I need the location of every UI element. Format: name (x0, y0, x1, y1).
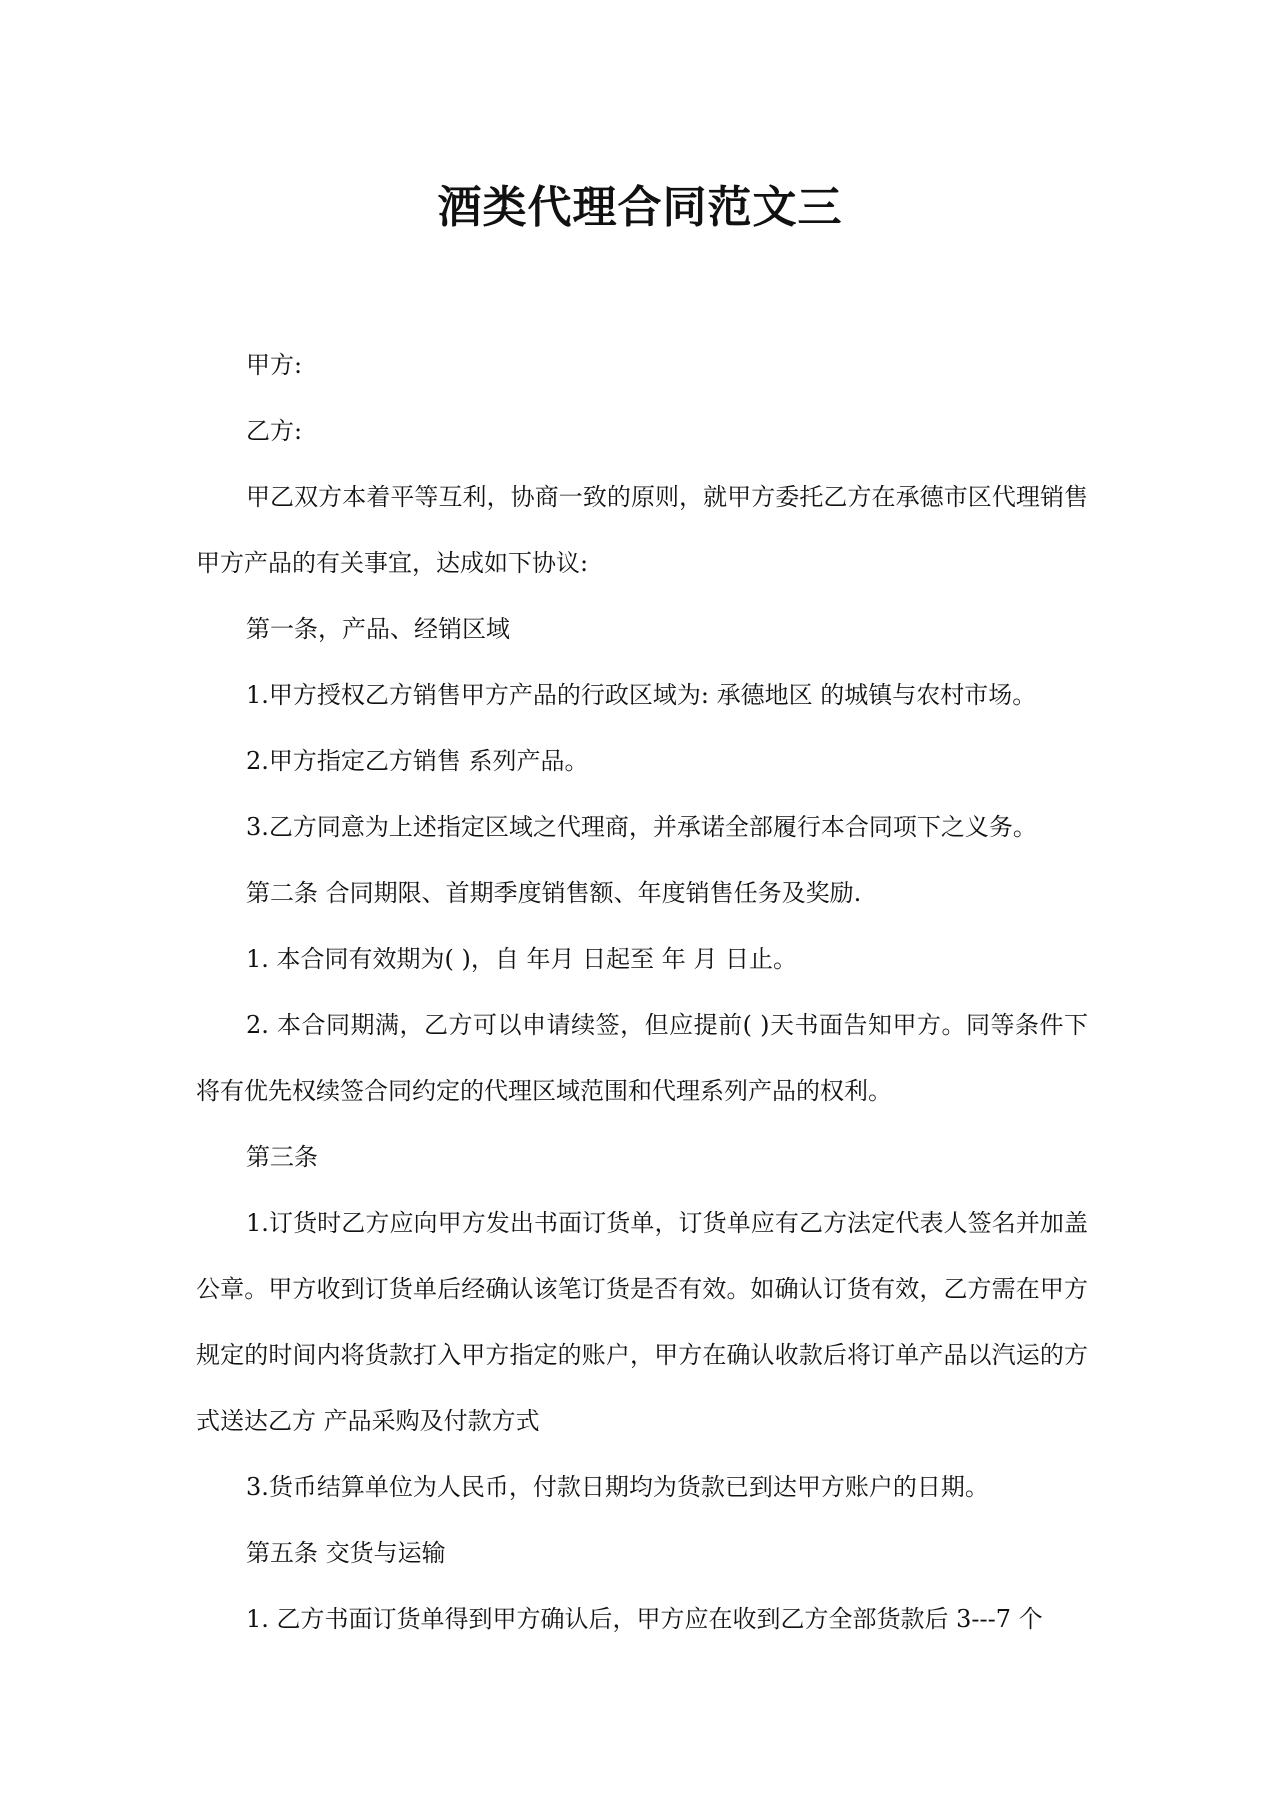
preamble-paragraph: 甲乙双方本着平等互利，协商一致的原则，就甲方委托乙方在承德市区代理销售甲方产品的有关事宜，达成如下协议: (196, 483, 1088, 577)
article-5-heading: 第五条 交货与运输 (246, 1539, 446, 1567)
article-1-clause-1: 1.甲方授权乙方销售甲方产品的行政区域为: 承德地区 的城镇与农村市场。 (246, 681, 1037, 709)
party-b-line: 乙方: (246, 417, 303, 445)
article-3-clause-1: 1.订货时乙方应向甲方发出书面订货单，订货单应有乙方法定代表人签名并加盖公章。甲方收到订货单后经确认该笔订货是否有效。如确认订货有效，乙方需在甲方规定的时间内将货款打入甲方指定的账户，甲方在确认收款后将订单产品以汽运的方式送达乙方 产品采购及付款方式 (196, 1209, 1088, 1435)
article-2-clause-1: 1. 本合同有效期为( )，自 年月 日起至 年 月 日止。 (246, 945, 798, 973)
article-1-clause-2: 2.甲方指定乙方销售 系列产品。 (246, 747, 589, 775)
article-1-clause-3: 3.乙方同意为上述指定区域之代理商，并承诺全部履行本合同项下之义务。 (246, 813, 1037, 841)
document-body (196, 332, 1088, 1652)
article-3-heading: 第三条 (246, 1143, 318, 1171)
article-5-clause-1: 1. 乙方书面订货单得到甲方确认后，甲方应在收到乙方全部货款后 3---7 个 (246, 1605, 1043, 1633)
party-a-line: 甲方: (246, 351, 303, 379)
document-title: 酒类代理合同范文三 (437, 182, 843, 233)
article-2-heading: 第二条 合同期限、首期季度销售额、年度销售任务及奖励. (246, 879, 862, 907)
article-2-clause-2: 2. 本合同期满，乙方可以申请续签，但应提前( )天书面告知甲方。同等条件下将有优先权续签合同约定的代理区域范围和代理系列产品的权利。 (196, 1011, 1088, 1105)
article-1-heading: 第一条，产品、经销区域 (246, 615, 510, 643)
article-3-clause-3: 3.货币结算单位为人民币，付款日期均为货款已到达甲方账户的日期。 (246, 1473, 989, 1501)
